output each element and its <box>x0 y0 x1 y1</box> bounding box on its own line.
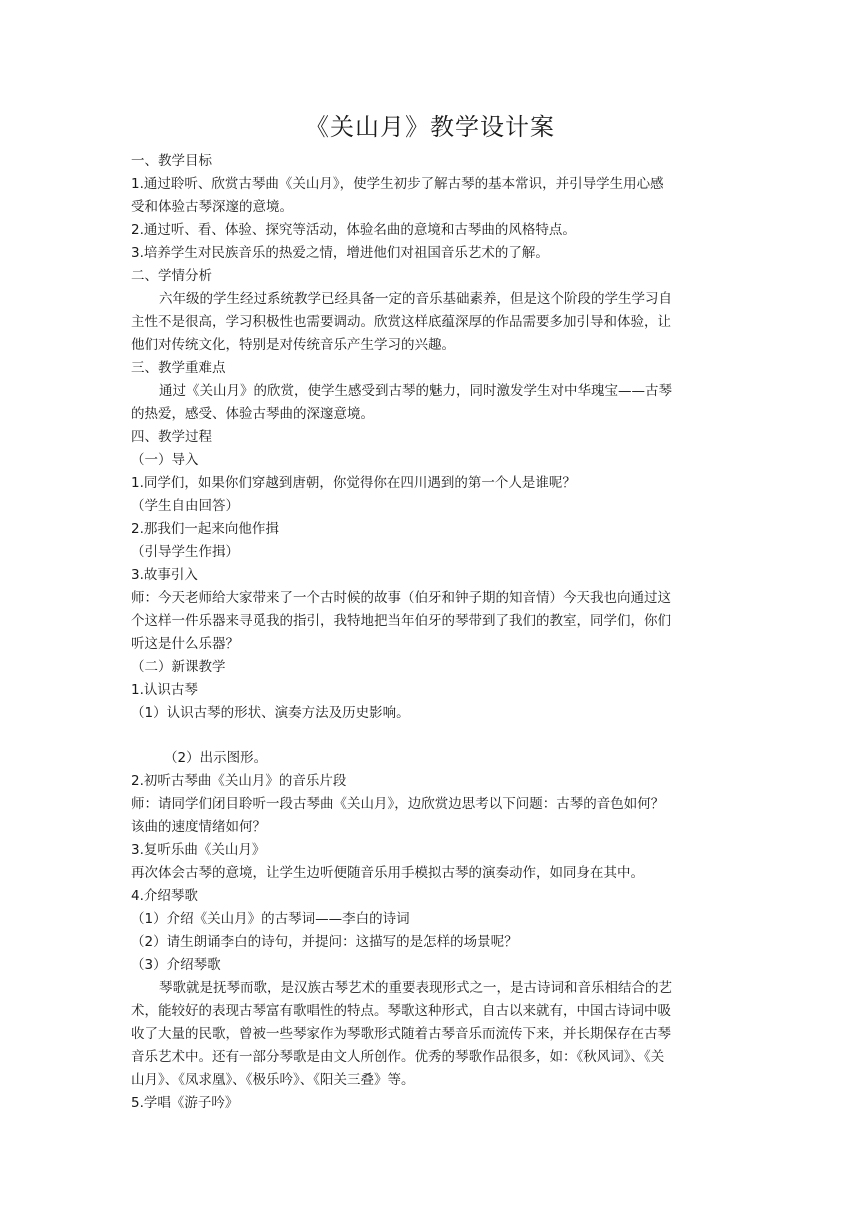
paragraph-line: 3.培养学生对民族音乐的热爱之情，增进他们对祖国音乐艺术的了解。 <box>131 245 549 261</box>
paragraph-line: 他们对传统文化，特别是对传统音乐产生学习的兴趣。 <box>131 337 455 353</box>
subsection-heading: （二）新课教学 <box>131 659 226 675</box>
paragraph-line: 2.初听古琴曲《关山月》的音乐片段 <box>131 773 347 789</box>
paragraph-line: 3.复听乐曲《关山月》 <box>131 842 266 858</box>
paragraph-line: 的热爱，感受、体验古琴曲的深邃意境。 <box>131 406 374 422</box>
paragraph-line: （3）介绍琴歌 <box>131 957 221 973</box>
paragraph-line: 1.通过聆听、欣赏古琴曲《关山月》，使学生初步了解古琴的基本常识，并引导学生用心感 <box>131 176 664 192</box>
paragraph-line: （学生自由回答） <box>131 498 239 514</box>
paragraph-line: 1.同学们，如果你们穿越到唐朝，你觉得你在四川遇到的第一个人是谁呢？ <box>131 475 576 491</box>
document-body <box>131 150 739 1115</box>
paragraph-line: 主性不是很高，学习积极性也需要调动。欣赏这样底蕴深厚的作品需要多加引导和体验，让 <box>131 314 671 330</box>
section-heading: 一、教学目标 <box>131 153 212 169</box>
paragraph-line: 听这是什么乐器？ <box>131 636 239 652</box>
paragraph-line: 收了大量的民歌，曾被一些琴家作为琴歌形式随着古琴音乐而流传下来，并长期保存在古琴 <box>131 1026 671 1042</box>
document-title: 《关山月》教学设计案 <box>305 113 555 141</box>
section-heading: 四、教学过程 <box>131 429 212 445</box>
paragraph-line: （2）请生朗诵李白的诗句，并提问：这描写的是怎样的场景呢？ <box>131 934 518 950</box>
paragraph-line: 5.学唱《游子吟》 <box>131 1095 239 1111</box>
blank-line <box>131 725 739 747</box>
paragraph-line: 术，能较好的表现古琴富有歌唱性的特点。琴歌这种形式，自古以来就有，中国古诗词中吸 <box>131 1003 671 1019</box>
paragraph-line: 师：今天老师给大家带来了一个古时候的故事（伯牙和钟子期的知音情）今天我也向通过这 <box>131 590 671 606</box>
paragraph-line: （1）介绍《关山月》的古琴词——李白的诗词 <box>131 911 410 927</box>
paragraph-line: 音乐艺术中。还有一部分琴歌是由文人所创作。优秀的琴歌作品很多，如：《秋风词》、《关 <box>131 1049 665 1065</box>
paragraph-line: 4.介绍琴歌 <box>131 888 198 904</box>
paragraph-line: 该曲的速度情绪如何？ <box>131 819 266 835</box>
paragraph-line: （1）认识古琴的形状、演奏方法及历史影响。 <box>131 705 410 721</box>
paragraph-line: 1.认识古琴 <box>131 682 198 698</box>
paragraph-line: 受和体验古琴深邃的意境。 <box>131 199 293 215</box>
paragraph-line: （引导学生作揖） <box>131 544 239 560</box>
section-heading: 三、教学重难点 <box>131 360 226 376</box>
paragraph-line: 3.故事引入 <box>131 567 198 583</box>
paragraph-line: （2）出示图形。 <box>164 750 268 766</box>
paragraph-line: 山月》、《凤求凰》、《极乐吟》、《阳关三叠》等。 <box>131 1072 415 1088</box>
paragraph-line: 六年级的学生经过系统教学已经具备一定的音乐基础素养，但是这个阶段的学生学习自 <box>159 291 672 307</box>
paragraph-line: 2.通过听、看、体验、探究等活动，体验名曲的意境和古琴曲的风格特点。 <box>131 222 576 238</box>
paragraph-line: 再次体会古琴的意境，让学生边听便随音乐用手模拟古琴的演奏动作，如同身在其中。 <box>131 865 644 881</box>
paragraph-line: 师：请同学们闭目聆听一段古琴曲《关山月》，边欣赏边思考以下问题：古琴的音色如何？ <box>131 796 665 812</box>
paragraph-line: 通过《关山月》的欣赏，使学生感受到古琴的魅力，同时激发学生对中华瑰宝——古琴 <box>159 383 672 399</box>
subsection-heading: （一）导入 <box>131 452 199 468</box>
paragraph-line: 个这样一件乐器来寻觅我的指引，我特地把当年伯牙的琴带到了我们的教室，同学们，你们 <box>131 613 671 629</box>
section-heading: 二、学情分析 <box>131 268 212 284</box>
paragraph-line: 2.那我们一起来向他作揖 <box>131 521 279 537</box>
paragraph-line: 琴歌就是抚琴而歌，是汉族古琴艺术的重要表现形式之一，是古诗词和音乐相结合的艺 <box>159 980 672 996</box>
